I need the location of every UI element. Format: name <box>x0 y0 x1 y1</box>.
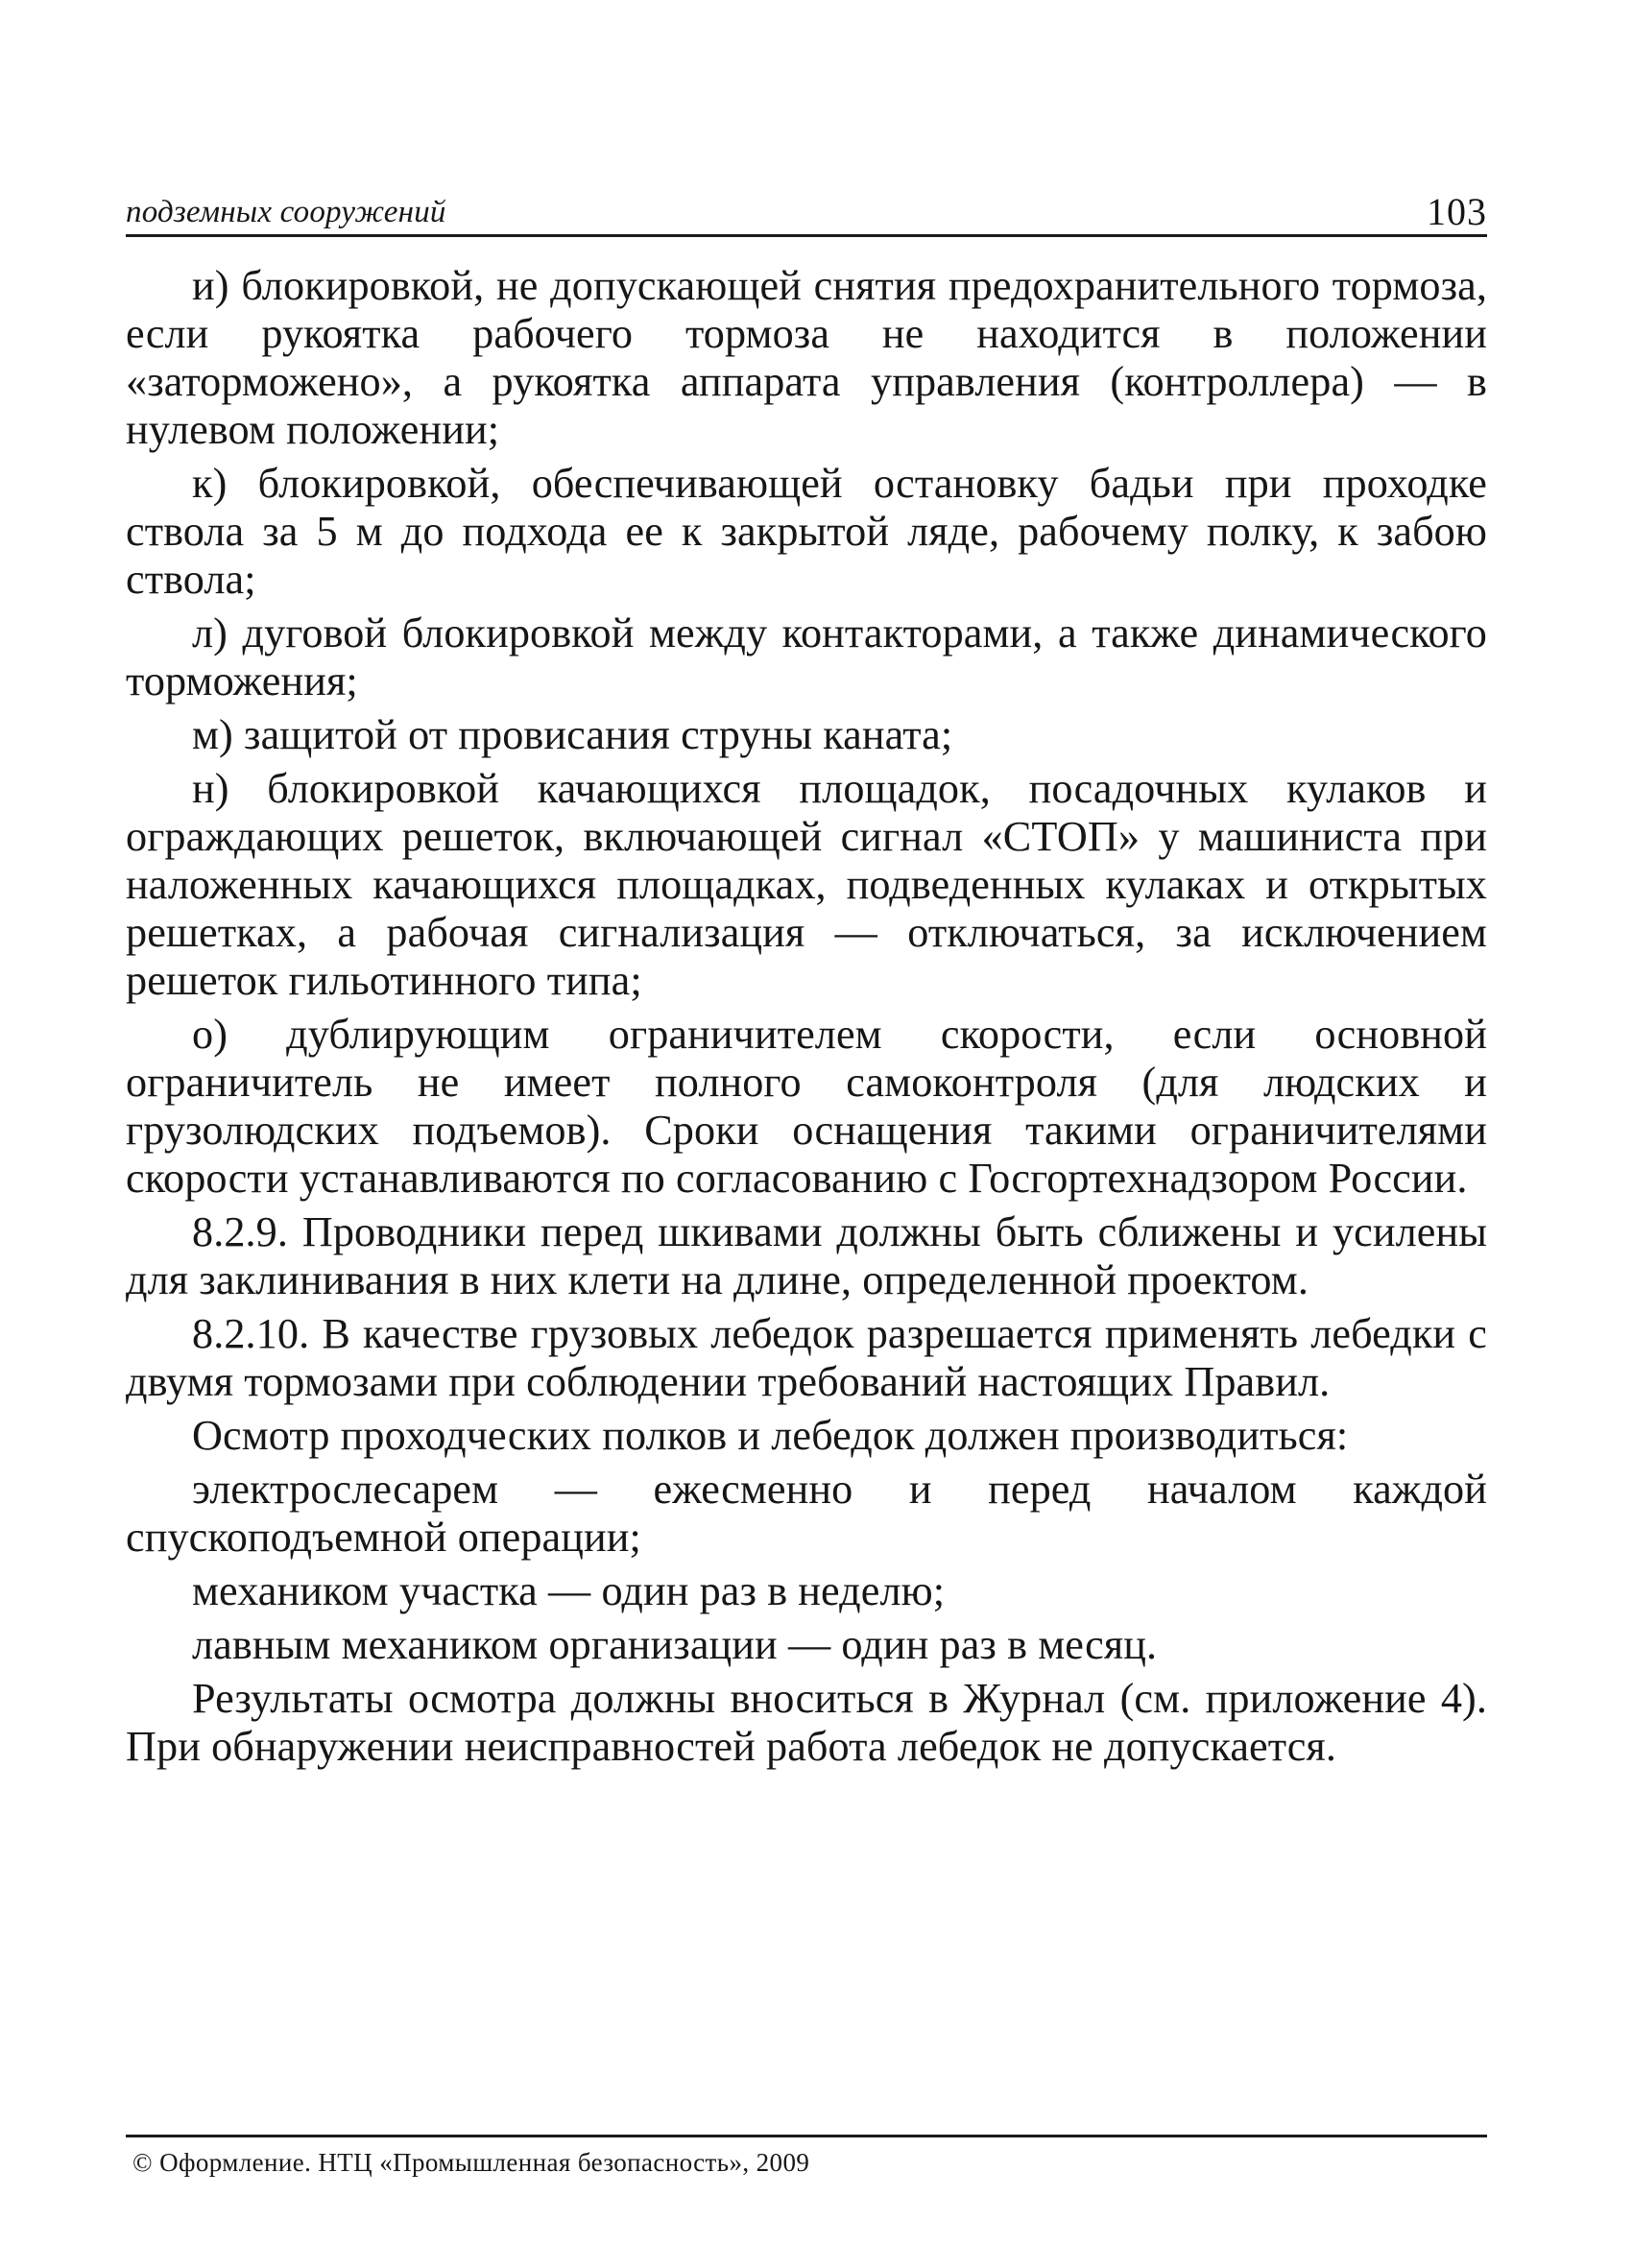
footer-divider <box>126 2135 1487 2137</box>
paragraph-8-2-9: 8.2.9. Проводники перед шкивами должны быть сближены и усилены для заклинивания в них клети на длине, определенной проектом. <box>126 1208 1487 1303</box>
paragraph-site-mechanic-inspection: механиком участка — один раз в неделю; <box>192 1567 946 1614</box>
running-header <box>126 184 1487 237</box>
main-text <box>126 262 1487 1771</box>
footer-copyright: © Оформление. НТЦ «Промышленная безопасность», 2009 <box>132 2148 810 2177</box>
paragraph-8-2-10: 8.2.10. В качестве грузовых лебедок разрешается применять лебедки с двумя тормозами при соблюдении требований настоящих Правил. <box>126 1310 1487 1405</box>
paragraph-chief-mechanic-inspection: лавным механиком организации — один раз в месяц. <box>192 1621 1158 1668</box>
paragraph-inspection-intro: Осмотр проходческих полков и лебедок должен производиться: <box>192 1412 1349 1459</box>
section-title: подземных сооружений <box>126 195 446 229</box>
paragraph-inspection-results: Результаты осмотра должны вноситься в Журнал (см. приложение 4). При обнаружении неисправностей работа лебедок не допускается. <box>126 1675 1487 1770</box>
paragraph-m-rope-protection: м) защитой от провисания струны каната; <box>192 711 953 758</box>
paragraph-l-arc-interlock: л) дуговой блокировкой между контакторами, а также динамического торможения; <box>126 609 1487 704</box>
page-number: 103 <box>1427 190 1487 233</box>
paragraph-electrician-inspection: электрослесарем — ежесменно и перед началом каждой спускоподъемной операции; <box>126 1466 1487 1561</box>
paragraph-o-speed-limiter: о) дублирующим ограничителем скорости, если основной ограничитель не имеет полного самоконтроля (для людских и грузолюдских подъемов). Сроки оснащения такими ограничителями скорости устанавливаются по согласованию с Госгортехнадзором России. <box>126 1011 1487 1202</box>
paragraph-k-interlock: к) блокировкой, обеспечивающей остановку бадьи при проходке ствола за 5 м до подхода ее к закрытой ляде, рабочему полку, к забою ствола; <box>126 460 1487 603</box>
paragraph-n-platform-interlock: н) блокировкой качающихся площадок, посадочных кулаков и ограждающих решеток, включающей сигнал «СТОП» у машиниста при наложенных качающихся площадках, подведенных кулаках и открытых решетках, а рабочая сигнализация — отключаться, за исключением решеток гильотинного типа; <box>126 765 1487 1004</box>
paragraph-i-interlock: и) блокировкой, не допускающей снятия предохранительного тормоза, если рукоятка рабочего тормоза не находится в положении «заторможено», а рукоятка аппарата управления (контроллера) — в нулевом положении; <box>126 262 1487 453</box>
